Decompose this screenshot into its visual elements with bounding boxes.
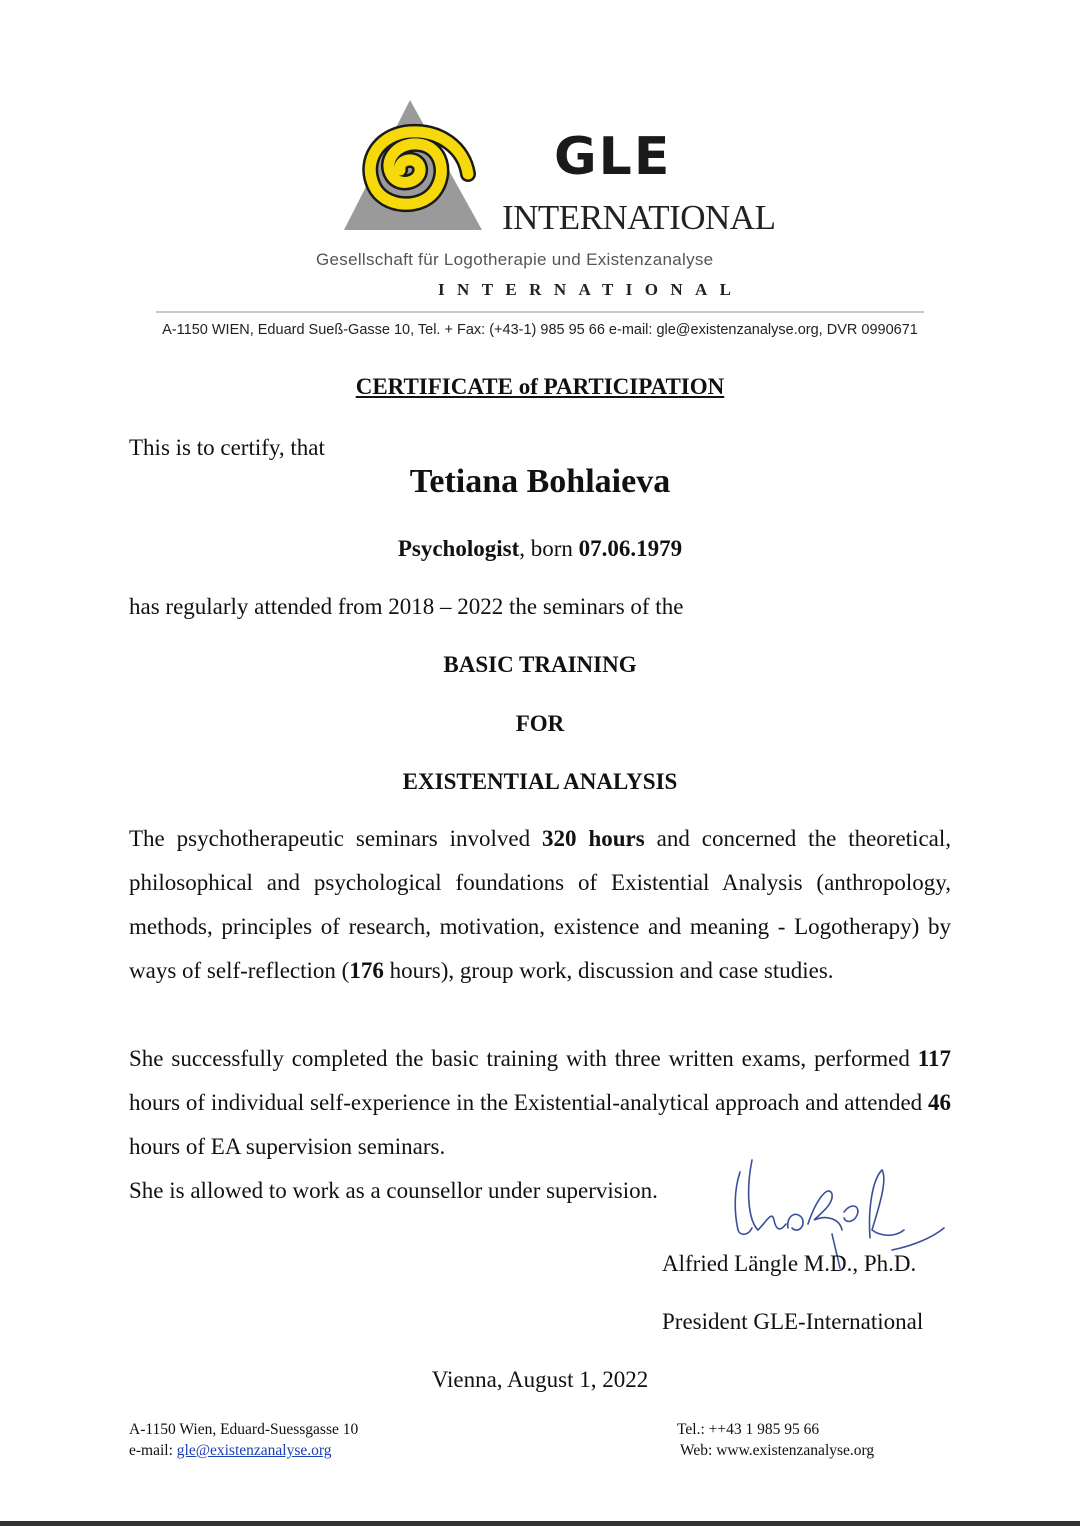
body-paragraph-3: She is allowed to work as a counsellor under supervision.: [129, 1178, 658, 1203]
gle-logo: [340, 98, 500, 234]
body-paragraph-2: She successfully completed the basic training with three written exams, performed 117 hours of individual self-experience in the Existential-analytical approach and attended 46 hours of EA supervision seminars.: [129, 1046, 951, 1159]
logo-subtitle: INTERNATIONAL: [502, 198, 776, 237]
society-name: Gesellschaft für Logotherapie und Existenzanalyse: [316, 250, 714, 269]
program-line-1: BASIC TRAINING: [443, 652, 637, 677]
recipient-name: Tetiana Bohlaieva: [409, 463, 671, 500]
born-label: , born: [519, 536, 579, 561]
signatory-role: President GLE-International: [662, 1309, 924, 1334]
birth-date: 07.06.1979: [578, 536, 683, 561]
program-line-2: FOR: [515, 711, 565, 736]
footer-email-line: e-mail: gle@existenzanalyse.org: [129, 1442, 332, 1459]
place-date: Vienna, August 1, 2022: [431, 1367, 649, 1392]
body-paragraph-1: The psychotherapeutic seminars involved 320 hours and concerned the theoretical, philosophical and psychological foundations of Existential Analysis (anthropology, methods, principles of research, motivation, existence and meaning - Logotherapy) by ways of self-reflection (176 hours), group work, discussion and case studies.: [129, 826, 952, 983]
footer-address: A-1150 Wien, Eduard-Suessgasse 10: [129, 1421, 359, 1438]
recipient-profession: Psychologist: [397, 536, 520, 561]
program-line-3: EXISTENTIAL ANALYSIS: [402, 769, 678, 794]
page-bottom-edge: [0, 1521, 1080, 1526]
logo-brand: GLE: [554, 127, 672, 187]
letterhead-divider: [156, 311, 924, 313]
attendance-text: has regularly attended from 2018 – 2022 the seminars of the: [129, 594, 684, 619]
footer-tel: Tel.: ++43 1 985 95 66: [677, 1421, 820, 1438]
signatory-name: Alfried Längle M.D., Ph.D.: [662, 1251, 917, 1276]
intro-text: This is to certify, that: [129, 435, 325, 460]
footer-email-link[interactable]: gle@existenzanalyse.org: [176, 1442, 332, 1459]
footer-right: [677, 1419, 874, 1461]
recipient-details: [0, 535, 1080, 563]
certificate-title: CERTIFICATE of PARTICIPATION: [355, 374, 725, 399]
society-tag: INTERNATIONAL: [438, 280, 744, 299]
footer-web: Web: www.existenzanalyse.org: [680, 1442, 875, 1459]
letterhead-address: A-1150 WIEN, Eduard Sueß-Gasse 10, Tel. + Fax: (+43-1) 985 95 66 e-mail: gle@existenzanalyse.org, DVR 0990671: [162, 322, 918, 338]
footer-left: [129, 1419, 358, 1461]
